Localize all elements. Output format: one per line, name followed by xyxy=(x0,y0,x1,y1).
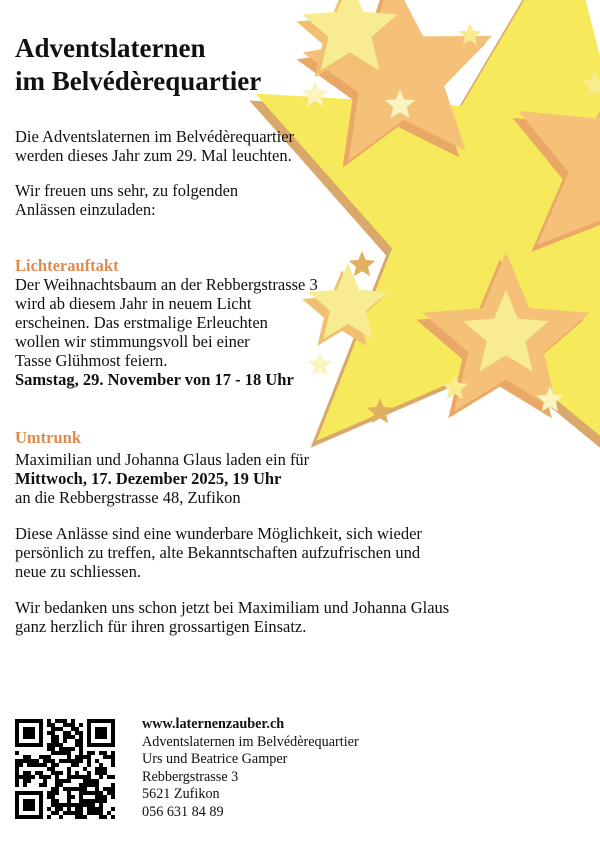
footer-phone: 056 631 84 89 xyxy=(142,803,224,820)
closing-paragraph-1: Diese Anlässe sind eine wunderbare Möglichkeit, sich wieder persönlich zu treffen, alte Bekanntschaften aufzufrischen und neue zu schliessen. xyxy=(15,524,422,581)
event-host-umtrunk: Maximilian und Johanna Glaus laden ein für xyxy=(15,450,310,469)
event-description-lichterauftakt: Der Weihnachtsbaum an der Rebbergstrasse 3 wird ab diesem Jahr in neuem Licht erscheinen. Das erstmalige Erleuchten wollen wir stimmungsvoll bei einer Tasse Glühmost feiern. xyxy=(15,275,318,370)
footer-org: Adventslaternen im Belvédèrequartier xyxy=(142,733,359,750)
footer-city: 5621 Zufikon xyxy=(142,786,220,802)
website-link[interactable]: www.laternenzauber.ch xyxy=(142,716,285,732)
event-date-lichterauftakt: Samstag, 29. November von 17 - 18 Uhr xyxy=(15,370,294,389)
page-title: Adventslaternen im Belvédèrequartier xyxy=(15,33,262,96)
event-location-umtrunk: an die Rebbergstrasse 48, Zufikon xyxy=(15,488,241,507)
footer-street: Rebbergstrasse 3 xyxy=(142,768,239,785)
star-icon xyxy=(349,251,376,276)
intro-paragraph-1: Die Adventslaternen im Belvédèrequartier werden dieses Jahr zum 29. Mal leuchten. xyxy=(15,127,295,165)
event-date-umtrunk: Mittwoch, 17. Dezember 2025, 19 Uhr xyxy=(15,469,282,488)
closing-paragraph-2: Wir bedanken uns schon jetzt bei Maximiliam und Johanna Glaus ganz herzlich für ihren grossartigen Einsatz. xyxy=(15,598,450,636)
footer-names: Urs und Beatrice Gamper xyxy=(142,751,288,767)
footer-contact xyxy=(142,716,359,821)
event-heading-umtrunk: Umtrunk xyxy=(15,428,82,447)
intro-paragraph-2: Wir freuen uns sehr, zu folgenden Anlässen einzuladen: xyxy=(15,181,239,219)
qr-code[interactable] xyxy=(15,719,115,819)
event-heading-lichterauftakt: Lichterauftakt xyxy=(15,256,119,275)
